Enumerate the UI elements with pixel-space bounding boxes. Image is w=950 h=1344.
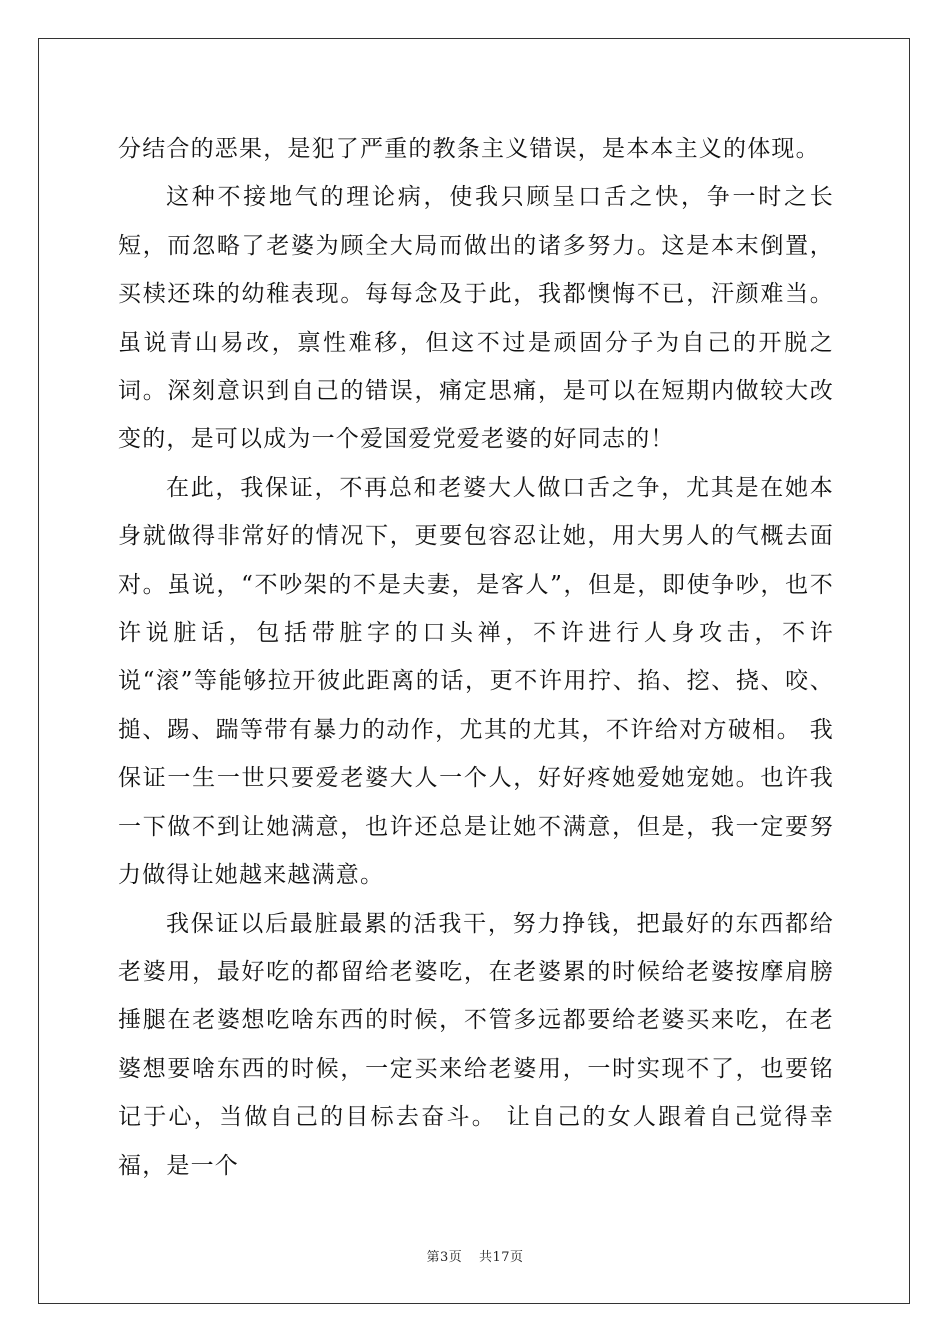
paragraph-2: 这种不接地气的理论病，使我只顾呈口舌之快，争一时之长短，而忽略了老婆为顾全大局而做出的诸多努力。这是本末倒置，买椟还珠的幼稚表现。每每念及于此，我都懊悔不已，汗颜难当。 虽说青山易改，禀性难移，但这不过是顽固分子为自己的开脱之词。深刻意识到自己的错误，痛定思痛，是可以在短期内做较大改变的，是可以成为一个爱国爱党爱老婆的好同志的！ (118, 184, 834, 453)
current-page-number: 第3页 (426, 1250, 463, 1265)
paragraph-1: 分结合的恶果，是犯了严重的教条主义错误，是本本主义的体现。 (118, 136, 820, 162)
paragraph-4: 我保证以后最脏最累的活我干，努力挣钱，把最好的东西都给老婆用，最好吃的都留给老婆吃，在老婆累的时候给老婆按摩肩膀捶腿在老婆想吃啥东西的时候，不管多远都要给老婆买来吃，在老婆想要啥东西的时候，一定买来给老婆用，一时实现不了，也要铭记于心，当做自己的目标去奋斗。 让自己的女人跟着自己觉得幸福，是一个 (118, 910, 834, 1179)
page-footer (0, 1246, 950, 1265)
total-page-count: 共17页 (478, 1250, 524, 1265)
paragraph-3: 在此，我保证，不再总和老婆大人做口舌之争，尤其是在她本身就做得非常好的情况下，更要包容忍让她，用大男人的气概去面对。虽说，“不吵架的不是夫妻，是客人”，但是，即使争吵，也不许说脏话，包括带脏字的口头禅，不许进行人身攻击，不许说“滚”等能够拉开彼此距离的话，更不许用拧、掐、挖、挠、咬、搥、踢、踹等带有暴力的动作，尤其的尤其，不许给对方破相。 我保证一生一世只要爱老婆大人一个人，好好疼她爱她宠她。也许我一下做不到让她满意，也许还总是让她不满意，但是，我一定要努力做得让她越来越满意。 (118, 474, 834, 889)
document-body (118, 125, 834, 1190)
